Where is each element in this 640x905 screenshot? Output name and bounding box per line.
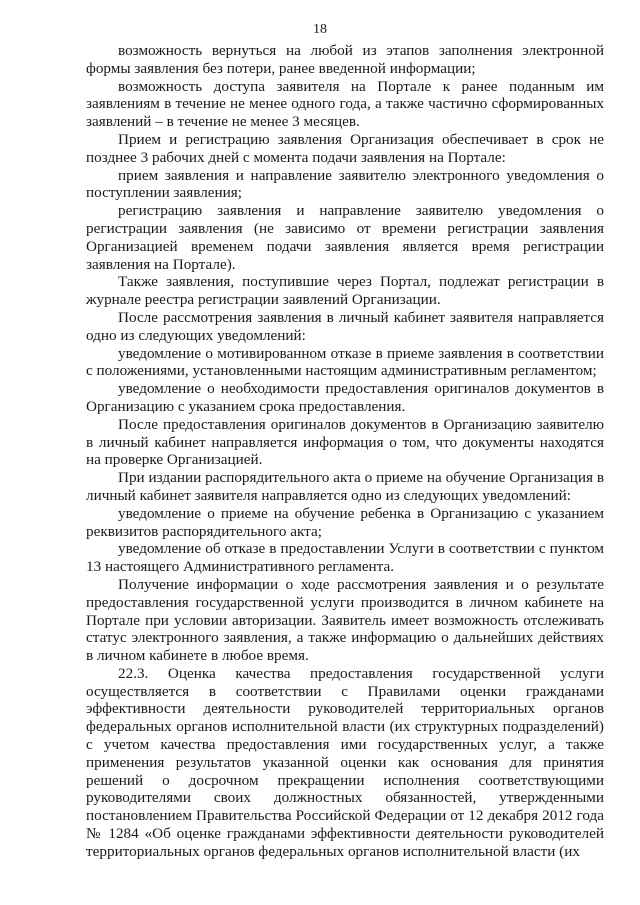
paragraph-return-to-step: возможность вернуться на любой из этапов заполнения электронной формы заявления без потери, ранее введенной информации;: [86, 42, 604, 77]
paragraph-registration-deadline: Прием и регистрацию заявления Организация обеспечивает в срок не позднее 3 рабочих дней с момента подачи заявления на Портале:: [86, 130, 604, 166]
paragraph-admission-act: При издании распорядительного акта о приеме на обучение Организация в личный кабинет заявителя направляется одно из следующих уведомлений:: [86, 469, 604, 504]
paragraph-status-tracking: Получение информации о ходе рассмотрения заявления и о результате предоставления государственной услуги производится в личном кабинете на Портале при условии авторизации. Заявитель имеет возможность отслеживать статус электронного заявления, а также информацию о дальнейших действиях в личном кабинете в любое время.: [86, 575, 604, 665]
page-number: 18: [313, 22, 327, 37]
paragraph-service-refusal: уведомление об отказе в предоставлении Услуги в соответствии с пунктом 13 настоящего Административного регламента.: [86, 540, 604, 576]
paragraph-refusal-notice: уведомление о мотивированном отказе в приеме заявления в соответствии с положениями, установленными настоящим административным регламентом;: [86, 344, 604, 380]
paragraph-access-to-applications: возможность доступа заявителя на Портале к ранее поданным им заявлениям в течение не менее одного года, а также частично сформированных заявлений – в течение не менее 3 месяцев.: [86, 77, 604, 131]
paragraph-receipt-notification: прием заявления и направление заявителю электронного уведомления о поступлении заявления;: [86, 166, 604, 202]
paragraph-after-review: После рассмотрения заявления в личный кабинет заявителя направляется одно из следующих уведомлений:: [86, 308, 604, 344]
paragraph-originals-notice: уведомление о необходимости предоставления оригиналов документов в Организацию с указанием срока предоставления.: [86, 380, 604, 415]
paragraph-admission-notice: уведомление о приеме на обучение ребенка в Организацию с указанием реквизитов распорядительного акта;: [86, 504, 604, 540]
paragraph-quality-assessment: 22.3. Оценка качества предоставления государственной услуги осуществляется в соответствии с Правилами оценки гражданами эффективности деятельности руководителей территориальных органов федеральных органов исполнительной власти (их структурных подразделений) с учетом качества предоставления ими государственных услуг, а также применения результатов указанной оценки как основания для принятия решений о досрочном прекращении исполнения соответствующими руководителями своих должностных обязанностей, утвержденными постановлением Правительства Российской Федерации от 12 декабря 2012 года № 1284 «Об оценке гражданами эффективности деятельности руководителей территориальных органов федеральных органов исполнительной власти (их: [86, 664, 604, 860]
paragraph-registration-notification: регистрацию заявления и направление заявителю уведомления о регистрации заявления (не зависимо от времени регистрации заявления Организацией временем подачи заявления является время регистрации заявления на Портале).: [86, 202, 604, 273]
paragraph-originals-review: После предоставления оригиналов документов в Организацию заявителю в личный кабинет направляется информация о том, что документы находятся на проверке Организацией.: [86, 415, 604, 469]
paragraph-registry-journal: Также заявления, поступившие через Портал, подлежат регистрации в журнале реестра регистрации заявлений Организации.: [86, 273, 604, 309]
document-body: [86, 42, 604, 861]
